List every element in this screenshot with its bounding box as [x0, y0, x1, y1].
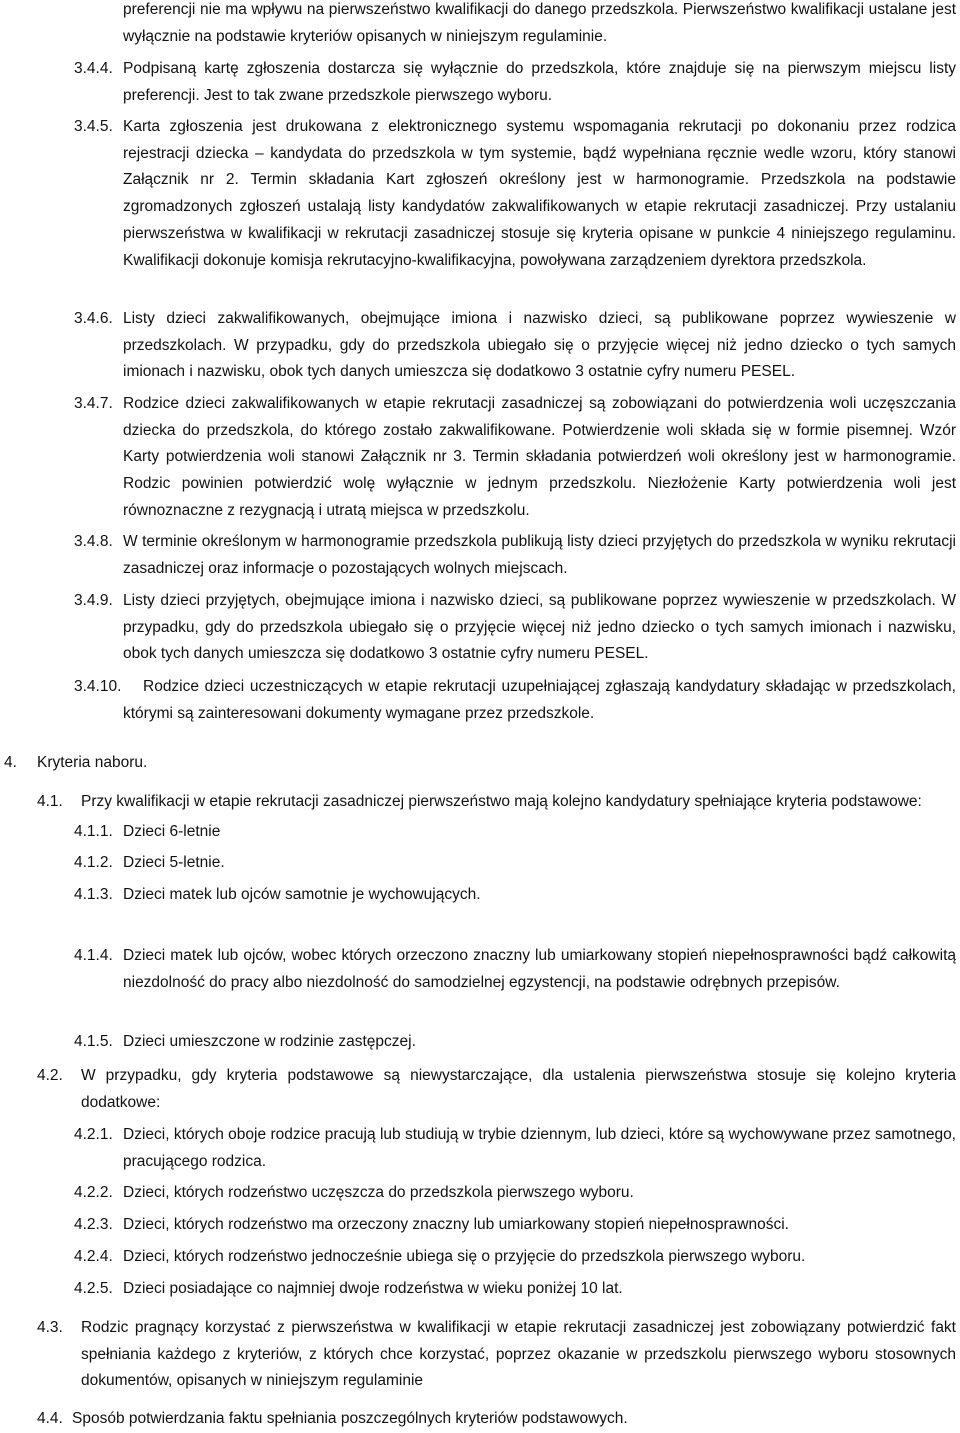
section-4-2-5 — [74, 1276, 956, 1303]
section-number: 3.4.9. — [74, 592, 113, 609]
section-text: Sposób potwierdzania faktu spełniania poszczególnych kryteriów podstawowych. — [72, 1410, 628, 1427]
section-number: 4.1.5. — [74, 1033, 113, 1050]
section-4-3 — [37, 1315, 956, 1395]
section-4-2-4 — [74, 1244, 956, 1271]
section-text: W terminie określonym w harmonogramie przedszkola publikują listy dzieci przyjętych do przedszkola w wyniku rekrutacji zasadniczej oraz informacje o pozostających wolnych miejscach. — [123, 533, 956, 577]
section-number: 4. — [4, 754, 17, 771]
section-number: 4.4. — [37, 1410, 63, 1427]
section-3-4-9 — [74, 588, 956, 668]
section-number: 4.2.1. — [74, 1126, 113, 1143]
section-text: Dzieci 5-letnie. — [123, 854, 225, 871]
section-text: Listy dzieci zakwalifikowanych, obejmujące imiona i nazwisko dzieci, są publikowane poprzez wywieszenie w przedszkolach. W przypadku, gdy do przedszkola ubiegało się o przyjęcie więcej niż jedno dziecko o tych samych imionach i nazwisku, obok tych danych umieszcza się dodatkowo 3 ostatnie cyfry numeru PESEL. — [123, 310, 956, 381]
section-number: 3.4.5. — [74, 118, 113, 135]
section-text: Dzieci umieszczone w rodzinie zastępczej. — [123, 1033, 416, 1050]
section-3-4-5 — [74, 114, 956, 274]
section-4-2-2 — [74, 1180, 956, 1207]
section-text: Dzieci, których rodzeństwo jednocześnie ubiega się o przyjęcie do przedszkola pierwszego wyboru. — [123, 1248, 806, 1265]
section-number: 4.1. — [37, 793, 63, 810]
section-number: 4.1.3. — [74, 886, 113, 903]
section-number: 3.4.10. — [74, 678, 122, 695]
section-4-1-1 — [74, 819, 956, 846]
section-text: Dzieci posiadające co najmniej dwoje rodzeństwa w wieku poniżej 10 lat. — [123, 1280, 623, 1297]
section-number: 3.4.8. — [74, 533, 113, 550]
section-text: Dzieci 6-letnie — [123, 823, 221, 840]
section-4-1-2 — [74, 850, 956, 877]
section-text: Rodzice dzieci uczestniczących w etapie rekrutacji uzupełniającej zgłaszają kandydatury składając w przedszkolach, którymi są zainteresowani dokumenty wymagane przez przedszkole. — [123, 678, 956, 722]
section-4-1-5 — [74, 1029, 956, 1056]
section-3-4-8 — [74, 529, 956, 582]
section-text: Dzieci, których oboje rodzice pracują lub studiują w trybie dziennym, lub dzieci, które są wychowywane przez samotnego, pracującego rodzica. — [123, 1126, 956, 1170]
section-4-1-3 — [74, 882, 956, 909]
section-text: Dzieci matek lub ojców samotnie je wychowujących. — [123, 886, 481, 903]
section-number: 3.4.7. — [74, 395, 113, 412]
section-text: Podpisaną kartę zgłoszenia dostarcza się wyłącznie do przedszkola, które znajduje się na pierwszym miejscu listy preferencji. Jest to tak zwane przedszkole pierwszego wyboru. — [123, 60, 956, 104]
section-text: Rodzic pragnący korzystać z pierwszeństwa w kwalifikacji w etapie rekrutacji zasadniczej jest zobowiązany potwierdzić fakt spełniania każdego z kryteriów, z których chce korzystać, poprzez okazanie w przedszkolu pierwszego wyboru stosownych dokumentów, opisanych w niniejszym regulaminie — [81, 1319, 956, 1390]
section-text: Dzieci, których rodzeństwo ma orzeczony znaczny lub umiarkowany stopień niepełnosprawności. — [123, 1216, 789, 1233]
section-3-4-6 — [74, 306, 956, 386]
section-4-heading — [4, 750, 304, 777]
section-number: 4.2. — [37, 1067, 63, 1084]
section-number: 4.1.2. — [74, 854, 113, 871]
section-4-2 — [37, 1063, 956, 1116]
section-text: W przypadku, gdy kryteria podstawowe są niewystarczające, dla ustalenia pierwszeństwa stosuje się kolejno kryteria dodatkowe: — [81, 1067, 956, 1111]
section-text: Listy dzieci przyjętych, obejmujące imiona i nazwisko dzieci, są publikowane poprzez wywieszenie w przedszkolach. W przypadku, gdy do przedszkola ubiegało się o przyjęcie więcej niż jedno dziecko o tych samych imionach i nazwisku, obok tych danych umieszcza się dodatkowo 3 ostatnie cyfry numeru PESEL. — [123, 592, 956, 663]
section-number: 4.2.4. — [74, 1248, 113, 1265]
section-text: Przy kwalifikacji w etapie rekrutacji zasadniczej pierwszeństwo mają kolejno kandydatury spełniające kryteria podstawowe: — [81, 793, 922, 810]
paragraph-intro: preferencji nie ma wpływu na pierwszeństwo kwalifikacji do danego przedszkola. Pierwszeństwo kwalifikacji ustalane jest wyłącznie na podstawie kryteriów opisanych w niniejszym regulaminie. — [123, 1, 956, 45]
section-number: 4.3. — [37, 1319, 63, 1336]
section-number: 4.2.5. — [74, 1280, 113, 1297]
section-number: 4.1.4. — [74, 947, 113, 964]
section-4-2-1 — [74, 1122, 956, 1175]
section-title: Kryteria naboru. — [37, 754, 148, 771]
section-3-4-4 — [74, 56, 956, 109]
section-4-1-4 — [74, 943, 956, 996]
section-4-1 — [37, 789, 956, 816]
section-number: 4.1.1. — [74, 823, 113, 840]
section-text: Dzieci matek lub ojców, wobec których orzeczono znaczny lub umiarkowany stopień niepełnosprawności bądź całkowitą niezdolność do pracy albo niezdolność do samodzielnej egzystencji, na podstawie odrębnych przepisów. — [123, 947, 956, 991]
section-3-4-7 — [74, 391, 956, 525]
section-number: 3.4.4. — [74, 60, 113, 77]
section-text: Karta zgłoszenia jest drukowana z elektronicznego systemu wspomagania rekrutacji po dokonaniu przez rodzica rejestracji dziecka – kandydata do przedszkola w tym systemie, bądź wypełniana ręcznie wedle wzoru, który stanowi Załącznik nr 2. Termin składania Kart zgłoszeń określony jest w harmonogramie. Przedszkola na podstawie zgromadzonych zgłoszeń ustalają listy kandydatów zakwalifikowanych w etapie rekrutacji zasadniczej. Przy ustalaniu pierwszeństwa w kwalifikacji w rekrutacji zasadniczej stosuje się kryteria opisane w punkcie 4 niniejszego regulaminu. Kwalifikacji dokonuje komisja rekrutacyjno-kwalifikacyjna, powoływana zarządzeniem dyrektora przedszkola. — [123, 118, 956, 269]
section-4-4 — [37, 1406, 956, 1433]
section-4-2-3 — [74, 1212, 956, 1239]
section-3-4-10 — [74, 674, 956, 727]
section-text: Dzieci, których rodzeństwo uczęszcza do przedszkola pierwszego wyboru. — [123, 1184, 634, 1201]
section-number: 3.4.6. — [74, 310, 113, 327]
section-text: Rodzice dzieci zakwalifikowanych w etapie rekrutacji zasadniczej są zobowiązani do potwierdzenia woli uczęszczania dziecka do przedszkola, do którego zostało zakwalifikowane. Potwierdzenie woli składa się w formie pisemnej. Wzór Karty potwierdzenia woli stanowi Załącznik nr 3. Termin składania potwierdzeń woli określony jest w harmonogramie. Rodzic powinien potwierdzić wolę wyłącznie w jednym przedszkolu. Niezłożenie Karty potwierdzenia woli jest równoznaczne z rezygnacją i utratą miejsca w przedszkolu. — [123, 395, 956, 519]
section-number: 4.2.2. — [74, 1184, 113, 1201]
section-number: 4.2.3. — [74, 1216, 113, 1233]
